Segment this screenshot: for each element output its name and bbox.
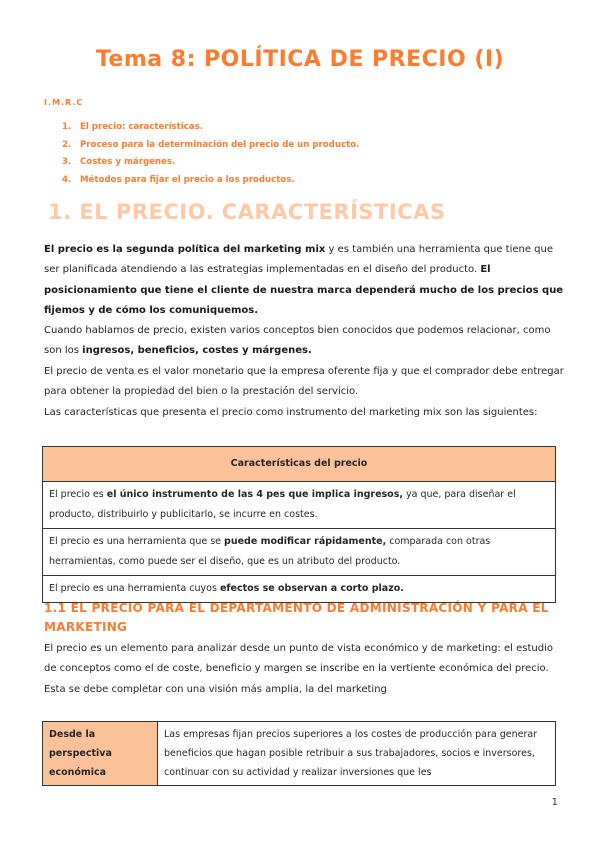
toc-item: 3. Costes y márgenes. [62,157,176,167]
subsection-paragraph: El precio es un elemento para analizar desde un punto de vista económico y de marketing: el estudio de conceptos como el de coste, beneficio y margen se inscribe en la vertiente económica del precio. Esta se debe completar con una visión más amplia, la del marketing [44,643,553,695]
characteristics-table [42,446,556,603]
perspective-table [42,721,556,786]
lead-paragraph: Las características que presenta el precio como instrumento del marketing mix son las siguientes: [44,407,538,418]
table-row: El precio es una herramienta que se puede modificar rápidamente, comparada con otras herramientas, como puede ser el diseño, que es un atributo del producto. [43,529,556,576]
toc-item: 4. Métodos para fijar el precio a los productos. [62,174,295,185]
perspective-text: Las empresas fijan precios superiores a los costes de producción para generar beneficios que hagan posible retribuir a sus trabajadores, socios e inversores, continuar con su actividad y realizar inversiones que les [158,722,556,786]
page-number: 1 [551,797,558,808]
concepts-paragraph: Cuando hablamos de precio, existen varios conceptos bien conocidos que podemos relacionar, como son los ingresos, beneficios, costes y márgenes. [44,325,551,357]
perspective-label: Desde la perspectiva económica [43,722,158,786]
author-initials: I.M.R.C [44,98,84,107]
intro-paragraph: El precio es la segunda política del marketing mix y es también una herramienta que tiene que ser planificada atendiendo a las estrategias implementadas en el diseño del producto. El posicionamiento que tiene el cliente de nuestra marca dependerá mucho de los precios que fijemos y de cómo los comuniquemos. [44,244,564,316]
table-header: Características del precio [43,447,556,482]
table-row: El precio es una herramienta cuyos efectos se observan a corto plazo. [43,576,556,603]
page-title: Tema 8: POLÍTICA DE PRECIO (I) [95,47,505,72]
toc-item: 1. El precio: características. [62,122,203,132]
toc-item: 2. Proceso para la determinación del precio de un producto. [62,139,360,150]
table-row: El precio es el único instrumento de las 4 pes que implica ingresos, ya que, para diseñar el producto, distribuirlo y publicitarlo, se incurre en costes. [43,482,556,529]
definition-paragraph: El precio de venta es el valor monetario que la empresa oferente fija y que el comprador debe entregar para obtener la propiedad del bien o la prestación del servicio. [44,366,564,398]
table-row [43,722,556,786]
table-of-contents [62,119,359,189]
subsection-heading: 1.1 EL PRECIO PARA EL DEPARTAMENTO DE ADMINISTRACIÓN Y PARA EL MARKETING [44,601,549,634]
section-heading: 1. EL PRECIO. CARACTERÍSTICAS [48,200,446,224]
